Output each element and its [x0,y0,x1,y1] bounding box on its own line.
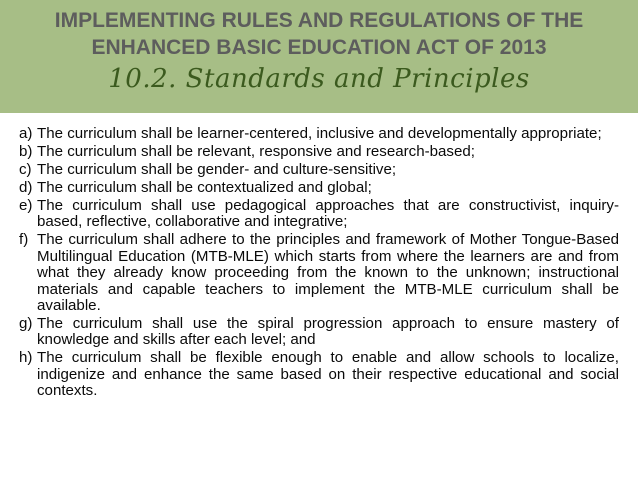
list-item [19,126,619,142]
list-item-text: The curriculum shall be gender- and culture-sensitive; [37,161,397,178]
principles-list [19,126,619,401]
list-item-text: The curriculum shall use the spiral progression approach to ensure mastery of knowledge and skills after each level; and [37,315,619,349]
list-item [19,162,619,178]
list-item [19,198,619,231]
list-item [19,180,619,196]
page-title-line-2: ENHANCED BASIC EDUCATION ACT OF 2013 [91,36,547,59]
list-item-text: The curriculum shall be learner-centered, inclusive and developmentally appropriate; [37,125,602,142]
list-item-marker: b) [19,143,33,160]
list-item [19,144,619,160]
list-item-marker: a) [19,125,33,142]
list-item [19,350,619,399]
list-item-marker: e) [19,197,33,214]
page-title-line-1: IMPLEMENTING RULES AND REGULATIONS OF THE [54,9,584,32]
list-item-marker: g) [19,315,33,333]
list-item [19,316,619,349]
title-banner [0,0,638,113]
list-item-marker: f) [19,231,29,249]
list-item-marker: c) [19,161,32,178]
list-item-text: The curriculum shall adhere to the principles and framework of Mother Tongue-Based Multilingual Education (MTB-MLE) which starts from where the learners are and from what they already know proceeding from the known to the unknown; instructional materials and capable teachers to implement the MTB-MLE curriculum shall be available. [37,231,619,315]
list-item-text: The curriculum shall be flexible enough to enable and allow schools to localize, indigenize and enhance the same based on their respective educational and social contexts. [37,349,619,400]
list-item-text: The curriculum shall be contextualized and global; [37,179,372,196]
list-item-text: The curriculum shall be relevant, responsive and research-based; [37,143,475,160]
list-item-marker: h) [19,349,33,367]
list-item-text: The curriculum shall use pedagogical approaches that are constructivist, inquiry-based, reflective, collaborative and integrative; [37,197,619,231]
list-item [19,232,619,314]
section-subtitle: 10.2. Standards and Principles [108,64,530,94]
list-item-marker: d) [19,179,33,196]
